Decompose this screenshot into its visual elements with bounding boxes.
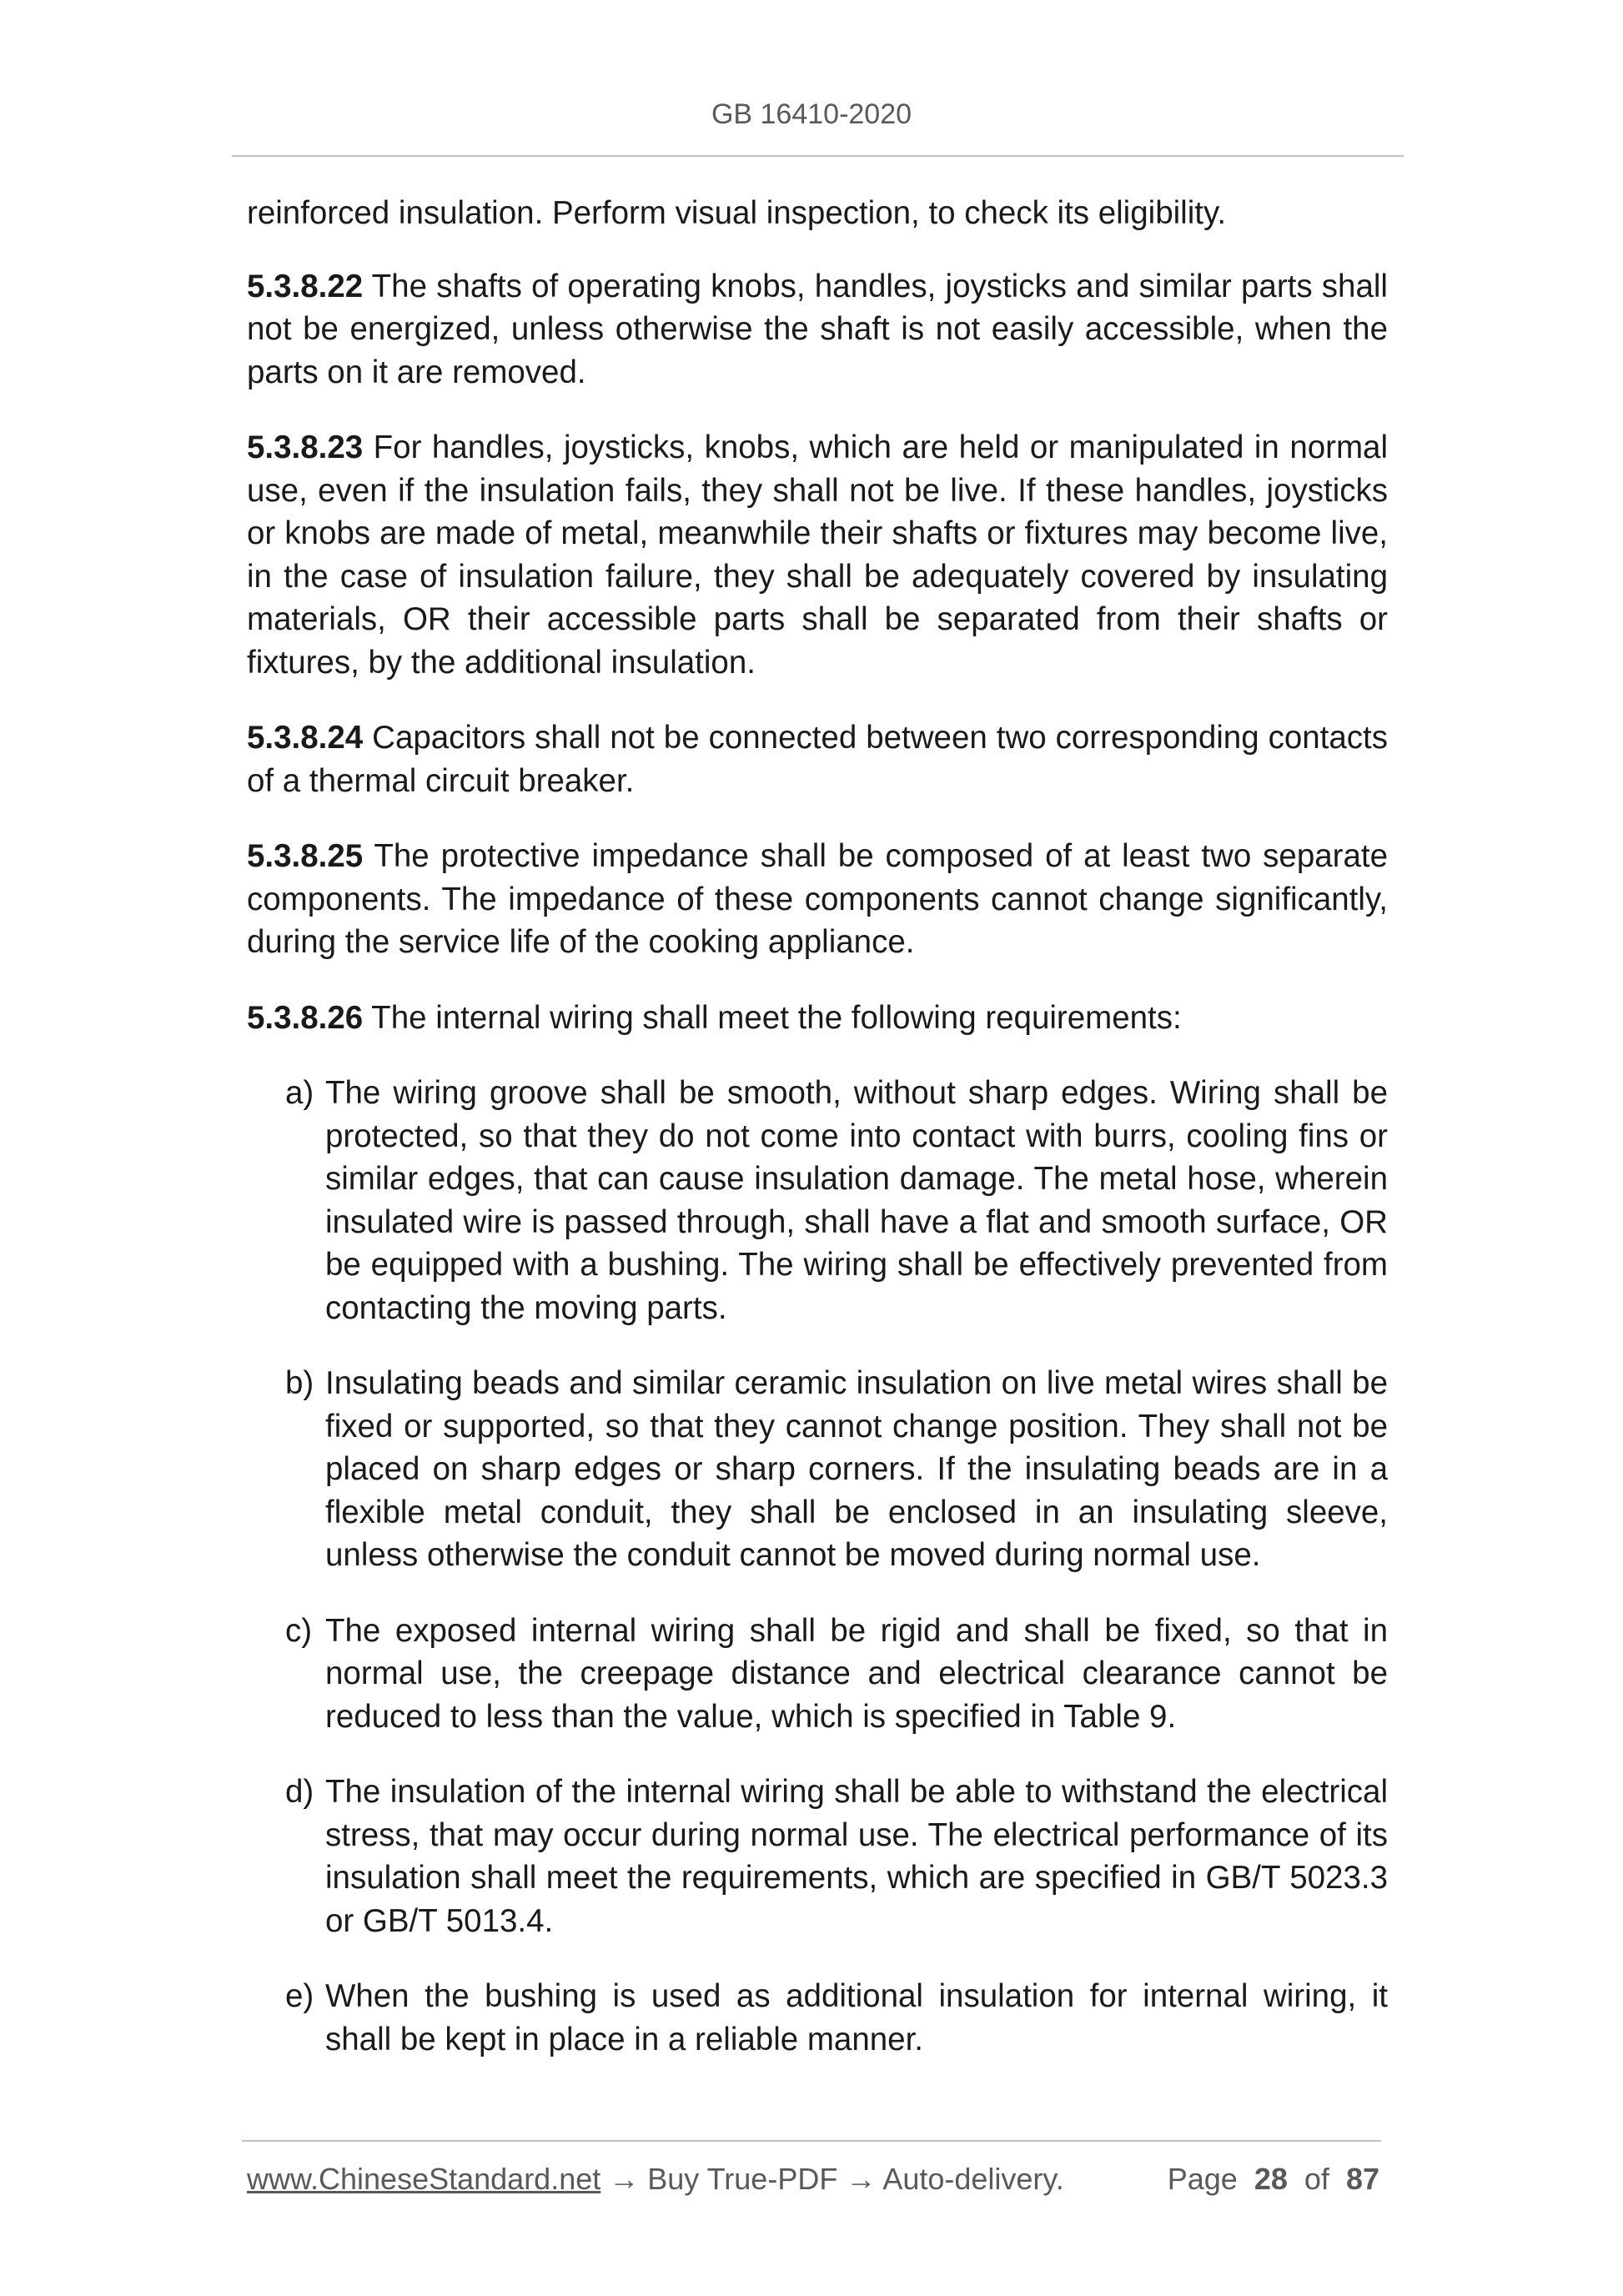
list-item-c: [247, 1610, 1388, 1739]
website-link[interactable]: www.ChineseStandard.net: [247, 2162, 601, 2196]
clause-text: The shafts of operating knobs, handles, joysticks and similar parts shall not be energized, unless otherwise the shaft is not easily accessible, when the parts on it are removed.: [247, 268, 1388, 390]
header-divider: [232, 155, 1404, 157]
clause-5-3-8-24: [247, 716, 1388, 802]
running-header: GB 16410-2020: [711, 98, 912, 130]
list-text: When the bushing is used as additional insulation for internal wiring, it shall be kept in place in a reliable manner.: [325, 1978, 1388, 2057]
of-word: of: [1304, 2162, 1329, 2196]
clause-number: 5.3.8.23: [247, 430, 364, 465]
list-item-b: [247, 1362, 1388, 1577]
list-label: a): [285, 1075, 314, 1111]
page-indicator: [1168, 2162, 1379, 2197]
clause-number: 5.3.8.24: [247, 720, 364, 756]
list-item-e: [247, 1975, 1388, 2061]
clause-5-3-8-26: [247, 997, 1388, 1040]
list-text: Insulating beads and similar ceramic insulation on live metal wires shall be fixed or supported, so that they cannot change position. They shall not be placed on sharp edges or sharp corners. If the insulating beads are in a flexible metal conduit, they shall be enclosed in an insulating sleeve, unless otherwise the conduit cannot be moved during normal use.: [325, 1365, 1388, 1573]
clause-number: 5.3.8.22: [247, 268, 364, 304]
list-text: The exposed internal wiring shall be rigid and shall be fixed, so that in normal use, the creepage distance and electrical clearance cannot be reduced to less than the value, which is specified in Table 9.: [325, 1612, 1388, 1735]
clause-text: The protective impedance shall be composed of at least two separate components. The impedance of these components cannot change significantly, during the service life of the cooking appliance.: [247, 838, 1388, 960]
list-item-a: [247, 1072, 1388, 1329]
clause-5-3-8-25: [247, 835, 1388, 964]
page-total: 87: [1345, 2162, 1379, 2196]
clause-number: 5.3.8.26: [247, 999, 364, 1036]
page-word: Page: [1167, 2162, 1238, 2196]
clause-text: The internal wiring shall meet the following requirements:: [371, 999, 1182, 1036]
footer-tagline: → Buy True-PDF → Auto-delivery.: [600, 2162, 1064, 2196]
clause-text: Capacitors shall not be connected between two corresponding contacts of a thermal circuit breaker.: [247, 720, 1388, 799]
list-item-d: [247, 1771, 1388, 1942]
list-label: e): [285, 1978, 314, 2014]
list-label: b): [285, 1365, 314, 1401]
page-footer: [247, 2162, 1381, 2197]
clause-5-3-8-23: [247, 426, 1388, 684]
clause-text: For handles, joysticks, knobs, which are held or manipulated in normal use, even if the insulation fails, they shall not be live. If these handles, joysticks or knobs are made of metal, meanwhile their shafts or fixtures may become live, in the case of insulation failure, they shall be adequately covered by insulating materials, OR their accessible parts shall be separated from their shafts or fixtures, by the additional insulation.: [247, 430, 1388, 681]
list-text: The wiring groove shall be smooth, without sharp edges. Wiring shall be protected, so that they do not come into contact with burrs, cooling fins or similar edges, that can cause insulation damage. The metal hose, wherein insulated wire is passed through, shall have a flat and smooth surface, OR be equipped with a bushing. The wiring shall be effectively prevented from contacting the moving parts.: [325, 1075, 1388, 1326]
list-text: The insulation of the internal wiring shall be able to withstand the electrical stress, that may occur during normal use. The electrical performance of its insulation shall meet the requirements, which are specified in GB/T 5023.3 or GB/T 5013.4.: [325, 1774, 1388, 1939]
clause-5-3-8-22: [247, 265, 1388, 394]
page-number: 28: [1254, 2162, 1288, 2196]
page-body: [247, 192, 1388, 2093]
footer-divider: [242, 2140, 1381, 2142]
list-label: d): [285, 1774, 314, 1810]
continuation-paragraph: reinforced insulation. Perform visual inspection, to check its eligibility.: [247, 195, 1227, 231]
list-label: c): [285, 1612, 313, 1649]
clause-number: 5.3.8.25: [247, 838, 364, 874]
